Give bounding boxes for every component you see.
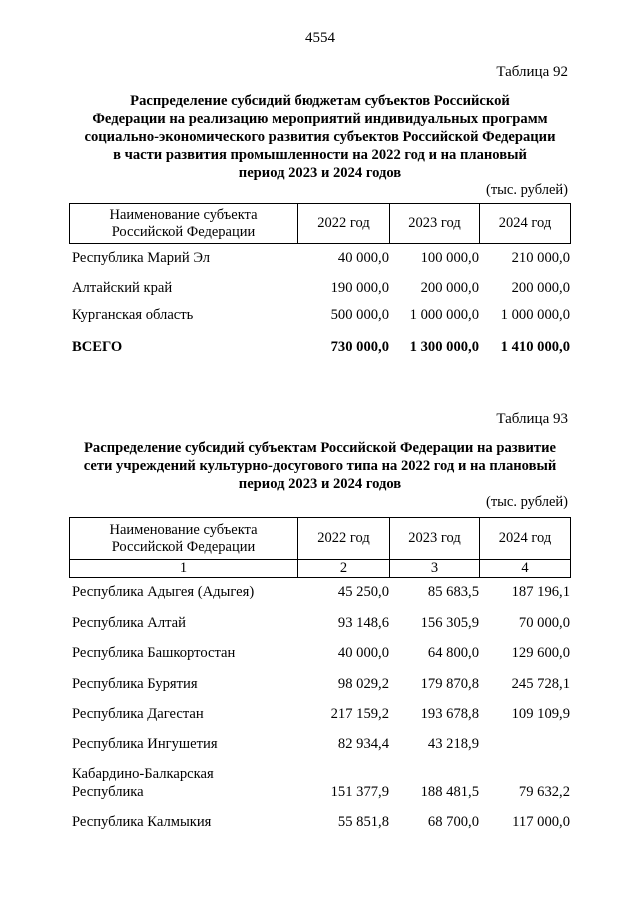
row-name: Республика Ингушетия [72, 736, 218, 752]
value-2024: 70 000,0 [518, 615, 570, 631]
table-row [72, 280, 570, 300]
total-label: ВСЕГО [72, 339, 123, 355]
page-number: 4554 [305, 30, 335, 46]
value-2022: 151 377,9 [330, 784, 389, 800]
row-name: Республика Калмыкия [72, 814, 212, 830]
value-2023: 188 481,5 [420, 784, 479, 800]
table-total-row [72, 339, 570, 359]
value-2022: 45 250,0 [337, 584, 389, 600]
title-line: Распределение субсидий субъектам Российской Федерации на развитие [84, 440, 556, 456]
table-93-label: Таблица 93 [496, 411, 568, 427]
header-2024: 2024 год [480, 518, 571, 560]
table-92-units: (тыс. рублей) [486, 182, 568, 198]
table-92-label: Таблица 92 [496, 64, 568, 80]
total-2024: 1 410 000,0 [500, 339, 570, 355]
title-line: Распределение субсидий бюджетам субъектов Российской [130, 93, 510, 109]
value-2022: 40 000,0 [337, 645, 389, 661]
value-2024: 109 109,9 [511, 706, 570, 722]
total-2023: 1 300 000,0 [409, 339, 479, 355]
table-row [72, 765, 570, 803]
value-2024: 200 000,0 [511, 280, 570, 296]
value-2023: 193 678,8 [420, 706, 479, 722]
value-2023: 200 000,0 [420, 280, 479, 296]
value-2023: 68 700,0 [427, 814, 479, 830]
table-row [72, 706, 570, 726]
header-2022: 2022 год [298, 518, 390, 560]
value-2024: 245 728,1 [511, 676, 570, 692]
row-name: Республика Башкортостан [72, 645, 236, 661]
col-number: 1 [70, 560, 298, 578]
table-93-header [69, 517, 571, 578]
row-name [72, 765, 214, 801]
value-2022: 93 148,6 [337, 615, 389, 631]
row-name: Республика Марий Эл [72, 250, 211, 266]
table-93-title [70, 439, 570, 493]
table-93-units: (тыс. рублей) [486, 494, 568, 510]
table-92-header [69, 203, 571, 244]
value-2024: 1 000 000,0 [500, 307, 570, 323]
header-name [70, 518, 298, 560]
row-name: Курганская область [72, 307, 194, 323]
row-name-line: Кабардино-Балкарская [72, 766, 214, 782]
title-line: сети учреждений культурно-досугового типа на 2022 год и на плановый [83, 458, 557, 474]
value-2022: 500 000,0 [330, 307, 389, 323]
value-2023: 100 000,0 [420, 250, 479, 266]
value-2022: 55 851,8 [337, 814, 389, 830]
row-name: Республика Бурятия [72, 676, 198, 692]
table-row [72, 584, 570, 604]
value-2024: 129 600,0 [511, 645, 570, 661]
table-row [72, 814, 570, 834]
title-line: социально-экономического развития субъектов Российской Федерации [84, 129, 556, 145]
header-2022: 2022 год [298, 204, 390, 244]
table-row [72, 645, 570, 665]
header-2024: 2024 год [480, 204, 571, 244]
header-2023: 2023 год [390, 204, 480, 244]
value-2022: 82 934,4 [337, 736, 389, 752]
table-row [72, 250, 570, 270]
value-2023: 179 870,8 [420, 676, 479, 692]
value-2023: 156 305,9 [420, 615, 479, 631]
title-line: период 2023 и 2024 годов [238, 476, 402, 492]
table-92-title [70, 92, 570, 182]
col-number: 3 [390, 560, 480, 578]
value-2022: 40 000,0 [337, 250, 389, 266]
value-2024: 187 196,1 [511, 584, 570, 600]
value-2022: 217 159,2 [330, 706, 389, 722]
header-name-line: Наименование субъекта [109, 521, 258, 538]
value-2022: 98 029,2 [337, 676, 389, 692]
value-2023: 64 800,0 [427, 645, 479, 661]
value-2024: 210 000,0 [511, 250, 570, 266]
value-2023: 1 000 000,0 [409, 307, 479, 323]
value-2024: 79 632,2 [518, 784, 570, 800]
title-line: период 2023 и 2024 годов [238, 165, 402, 181]
header-name [70, 204, 298, 244]
row-name: Республика Алтай [72, 615, 186, 631]
header-name-line: Российской Федерации [111, 538, 256, 555]
table-row [72, 307, 570, 327]
value-2024: 117 000,0 [512, 814, 570, 830]
header-name-line: Российской Федерации [111, 223, 256, 240]
col-number: 2 [298, 560, 390, 578]
row-name: Алтайский край [72, 280, 173, 296]
value-2023: 85 683,5 [427, 584, 479, 600]
header-2023: 2023 год [390, 518, 480, 560]
header-name-line: Наименование субъекта [109, 206, 258, 223]
col-number: 4 [480, 560, 571, 578]
title-line: Федерации на реализацию мероприятий индивидуальных программ [92, 111, 548, 127]
total-2022: 730 000,0 [330, 339, 389, 355]
table-row [72, 736, 570, 756]
row-name-line: Республика [72, 784, 144, 800]
row-name: Республика Дагестан [72, 706, 204, 722]
table-row [72, 615, 570, 635]
row-name: Республика Адыгея (Адыгея) [72, 584, 255, 600]
value-2022: 190 000,0 [330, 280, 389, 296]
value-2023: 43 218,9 [427, 736, 479, 752]
table-row [72, 676, 570, 696]
title-line: в части развития промышленности на 2022 год и на плановый [113, 147, 527, 163]
